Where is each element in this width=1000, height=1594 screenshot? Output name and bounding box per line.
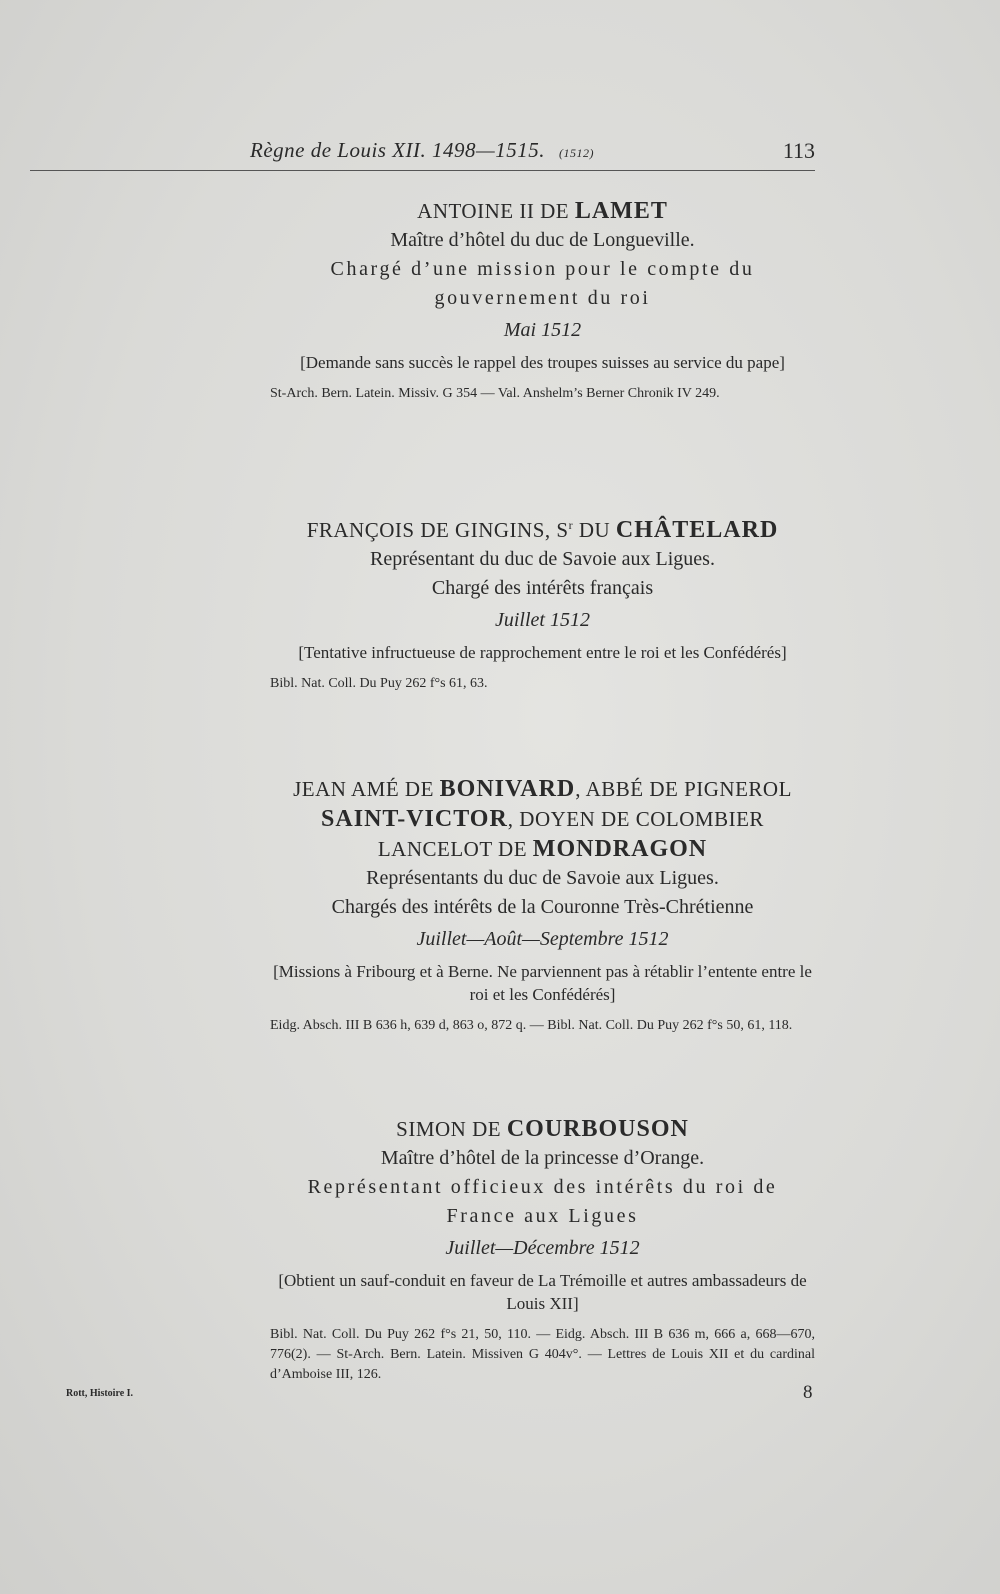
- running-head: [30, 136, 815, 171]
- role-line: gouvernement du roi: [434, 287, 651, 309]
- running-head-title-text: Règne de Louis XII. 1498—1515.: [250, 138, 545, 162]
- heading-surname: CHÂTELARD: [615, 517, 779, 543]
- entry-note: [Missions à Fribourg et à Berne. Ne parviennent pas à rétablir l’entente entre le roi et les Confédérés]: [273, 962, 812, 1004]
- entry-source: Bibl. Nat. Coll. Du Puy 262 f°s 21, 50, 110. — Eidg. Absch. III B 636 m, 666 a, 668—670, 776(2). — St-Arch. Bern. Latein. Missiven G 404v°. — Lettres de Louis XII et du cardinal d’Amboise III, 126.: [270, 1327, 815, 1382]
- role-line: Chargés des intérêts de la Couronne Très-Chrétienne: [331, 896, 754, 918]
- entry-heading: [270, 774, 815, 804]
- role-line: Chargé d’une mission pour le compte du: [330, 258, 755, 280]
- role-line: France aux Ligues: [446, 1205, 639, 1227]
- entry-date: Juillet—Décembre 1512: [445, 1237, 640, 1259]
- sheet-number: 8: [803, 1382, 813, 1403]
- heading-surname: BONIVARD: [439, 776, 576, 802]
- entry-date: Juillet 1512: [495, 609, 590, 631]
- heading-surname: COURBOUSON: [506, 1116, 689, 1142]
- heading-superscript: r: [568, 518, 574, 532]
- heading-text: , DOYEN DE COLOMBIER: [507, 807, 764, 831]
- heading-text: JEAN AMÉ DE: [293, 777, 440, 801]
- entry-heading: [270, 804, 815, 834]
- entry-source: Bibl. Nat. Coll. Du Puy 262 f°s 61, 63.: [270, 676, 488, 691]
- running-head-title: [250, 138, 594, 163]
- entry-heading: [270, 196, 815, 226]
- heading-surname: MONDRAGON: [532, 836, 708, 862]
- running-head-year: (1512): [558, 146, 594, 160]
- entry-note: [Obtient un sauf-conduit en faveur de La Trémoille et autres ambassadeurs de Louis XII]: [278, 1271, 807, 1313]
- role-line: Représentants du duc de Savoie aux Ligues.: [366, 867, 719, 889]
- heading-text: SIMON DE: [396, 1117, 507, 1141]
- role-line: Maître d’hôtel de la princesse d’Orange.: [380, 1147, 705, 1169]
- entry-source: St-Arch. Bern. Latein. Missiv. G 354 — Val. Anshelm’s Berner Chronik IV 249.: [270, 386, 720, 401]
- entry-date: Juillet—Août—Septembre 1512: [416, 928, 669, 950]
- entry-source: Eidg. Absch. III B 636 h, 639 d, 863 o, 872 q. — Bibl. Nat. Coll. Du Puy 262 f°s 50, 61, 118.: [270, 1018, 793, 1033]
- entry-bonivard: [270, 774, 815, 1036]
- role-line: Représentant officieux des intérêts du roi de: [307, 1176, 778, 1198]
- signature-mark: Rott, Histoire I.: [66, 1388, 134, 1399]
- entry-note: [Demande sans succès le rappel des troupes suisses au service du pape]: [300, 353, 785, 372]
- entry-heading: [270, 1114, 815, 1144]
- entry-date: Mai 1512: [503, 319, 582, 341]
- entry-note: [Tentative infructueuse de rapprochement entre le roi et les Confédérés]: [298, 643, 787, 662]
- role-line: Chargé des intérêts français: [431, 577, 654, 599]
- heading-surname: LAMET: [574, 198, 668, 224]
- entry-heading: [270, 834, 815, 864]
- role-line: Représentant du duc de Savoie aux Ligues.: [370, 548, 715, 570]
- heading-text: DU: [573, 518, 616, 542]
- entry-courbouson: [270, 1114, 815, 1385]
- heading-text: FRANÇOIS DE GINGINS, S: [306, 518, 569, 542]
- heading-text: ANTOINE II DE: [417, 199, 575, 223]
- heading-text: LANCELOT DE: [377, 837, 533, 861]
- entry-chatelard: [270, 510, 815, 694]
- entry-lamet: [270, 196, 815, 404]
- entry-heading: [270, 510, 815, 545]
- heading-surname: SAINT-VICTOR: [321, 806, 508, 832]
- role-line: Maître d’hôtel du duc de Longueville.: [390, 229, 695, 251]
- page-number: 113: [782, 138, 815, 163]
- heading-text: , ABBÉ DE PIGNEROL: [575, 777, 792, 801]
